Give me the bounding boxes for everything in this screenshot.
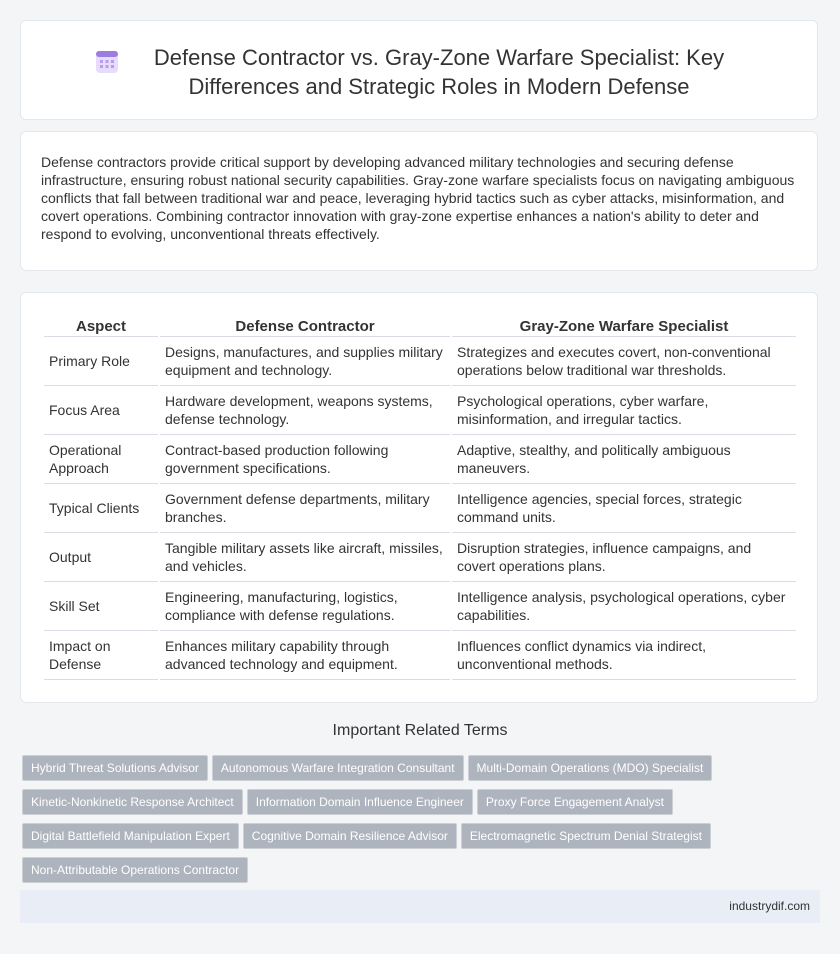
cell-gray-zone: Intelligence agencies, special forces, strategic command units. <box>452 484 796 533</box>
related-term-tag[interactable]: Multi-Domain Operations (MDO) Specialist <box>468 755 713 781</box>
intro-paragraph: Defense contractors provide critical support by developing advanced military technologies and securing defense infrastructure, ensuring robust national security capabilities. Gray-zone warfare specialists focus on navigating ambiguous conflicts that fall between traditional war and peace, leveraging hybrid tactics such as cyber attacks, misinformation, and covert operations. Combining contractor innovation with gray-zone expertise enhances a nation's ability to deter and respond to evolving, unconventional threats effectively. <box>41 154 795 242</box>
table-row <box>44 484 796 533</box>
related-term-tag[interactable]: Kinetic-Nonkinetic Response Architect <box>22 789 243 815</box>
header-defense-contractor: Defense Contractor <box>160 315 450 337</box>
cell-defense-contractor: Hardware development, weapons systems, defense technology. <box>160 386 450 435</box>
related-term-tag[interactable]: Autonomous Warfare Integration Consultant <box>212 755 464 781</box>
related-term-tag[interactable]: Information Domain Influence Engineer <box>247 789 473 815</box>
comparison-table <box>42 315 798 680</box>
page-title: Defense Contractor vs. Gray-Zone Warfare Specialist: Key Differences and Strategic Roles in Modern Defense <box>153 45 725 99</box>
table-header-row <box>44 315 796 337</box>
cell-gray-zone: Psychological operations, cyber warfare, misinformation, and irregular tactics. <box>452 386 796 435</box>
footer <box>20 890 820 923</box>
cell-aspect: Typical Clients <box>44 484 158 533</box>
header-aspect: Aspect <box>44 315 158 337</box>
cell-gray-zone: Adaptive, stealthy, and politically ambiguous maneuvers. <box>452 435 796 484</box>
cell-gray-zone: Disruption strategies, influence campaigns, and covert operations plans. <box>452 533 796 582</box>
intro-card <box>20 131 818 271</box>
cell-gray-zone: Strategizes and executes covert, non-conventional operations below traditional war thresholds. <box>452 337 796 386</box>
cell-aspect: Primary Role <box>44 337 158 386</box>
footer-site-link[interactable]: industrydif.com <box>729 899 810 913</box>
cell-aspect: Operational Approach <box>44 435 158 484</box>
cell-defense-contractor: Tangible military assets like aircraft, missiles, and vehicles. <box>160 533 450 582</box>
related-terms-heading: Important Related Terms <box>332 722 508 739</box>
cell-defense-contractor: Enhances military capability through advanced technology and equipment. <box>160 631 450 680</box>
cell-defense-contractor: Contract-based production following government specifications. <box>160 435 450 484</box>
title-wrap <box>21 43 817 101</box>
cell-gray-zone: Influences conflict dynamics via indirect, unconventional methods. <box>452 631 796 680</box>
table-row <box>44 435 796 484</box>
table-row <box>44 386 796 435</box>
related-term-tag[interactable]: Cognitive Domain Resilience Advisor <box>243 823 457 849</box>
cell-aspect: Skill Set <box>44 582 158 631</box>
related-term-tag[interactable]: Proxy Force Engagement Analyst <box>477 789 673 815</box>
cell-aspect: Impact on Defense <box>44 631 158 680</box>
cell-defense-contractor: Engineering, manufacturing, logistics, compliance with defense regulations. <box>160 582 450 631</box>
table-row <box>44 533 796 582</box>
related-term-tag[interactable]: Electromagnetic Spectrum Denial Strategist <box>461 823 711 849</box>
related-term-tag[interactable]: Digital Battlefield Manipulation Expert <box>22 823 239 849</box>
cell-defense-contractor: Government defense departments, military branches. <box>160 484 450 533</box>
table-row <box>44 582 796 631</box>
related-term-tag[interactable]: Hybrid Threat Solutions Advisor <box>22 755 208 781</box>
related-terms-list <box>22 755 722 891</box>
header-gray-zone-specialist: Gray-Zone Warfare Specialist <box>452 315 796 337</box>
table-row <box>44 631 796 680</box>
table-row <box>44 337 796 386</box>
cell-gray-zone: Intelligence analysis, psychological operations, cyber capabilities. <box>452 582 796 631</box>
cell-defense-contractor: Designs, manufactures, and supplies military equipment and technology. <box>160 337 450 386</box>
comparison-card <box>20 292 818 703</box>
cell-aspect: Output <box>44 533 158 582</box>
related-term-tag[interactable]: Non-Attributable Operations Contractor <box>22 857 248 883</box>
cell-aspect: Focus Area <box>44 386 158 435</box>
calendar-grid-icon <box>95 48 119 74</box>
title-card <box>20 20 818 120</box>
